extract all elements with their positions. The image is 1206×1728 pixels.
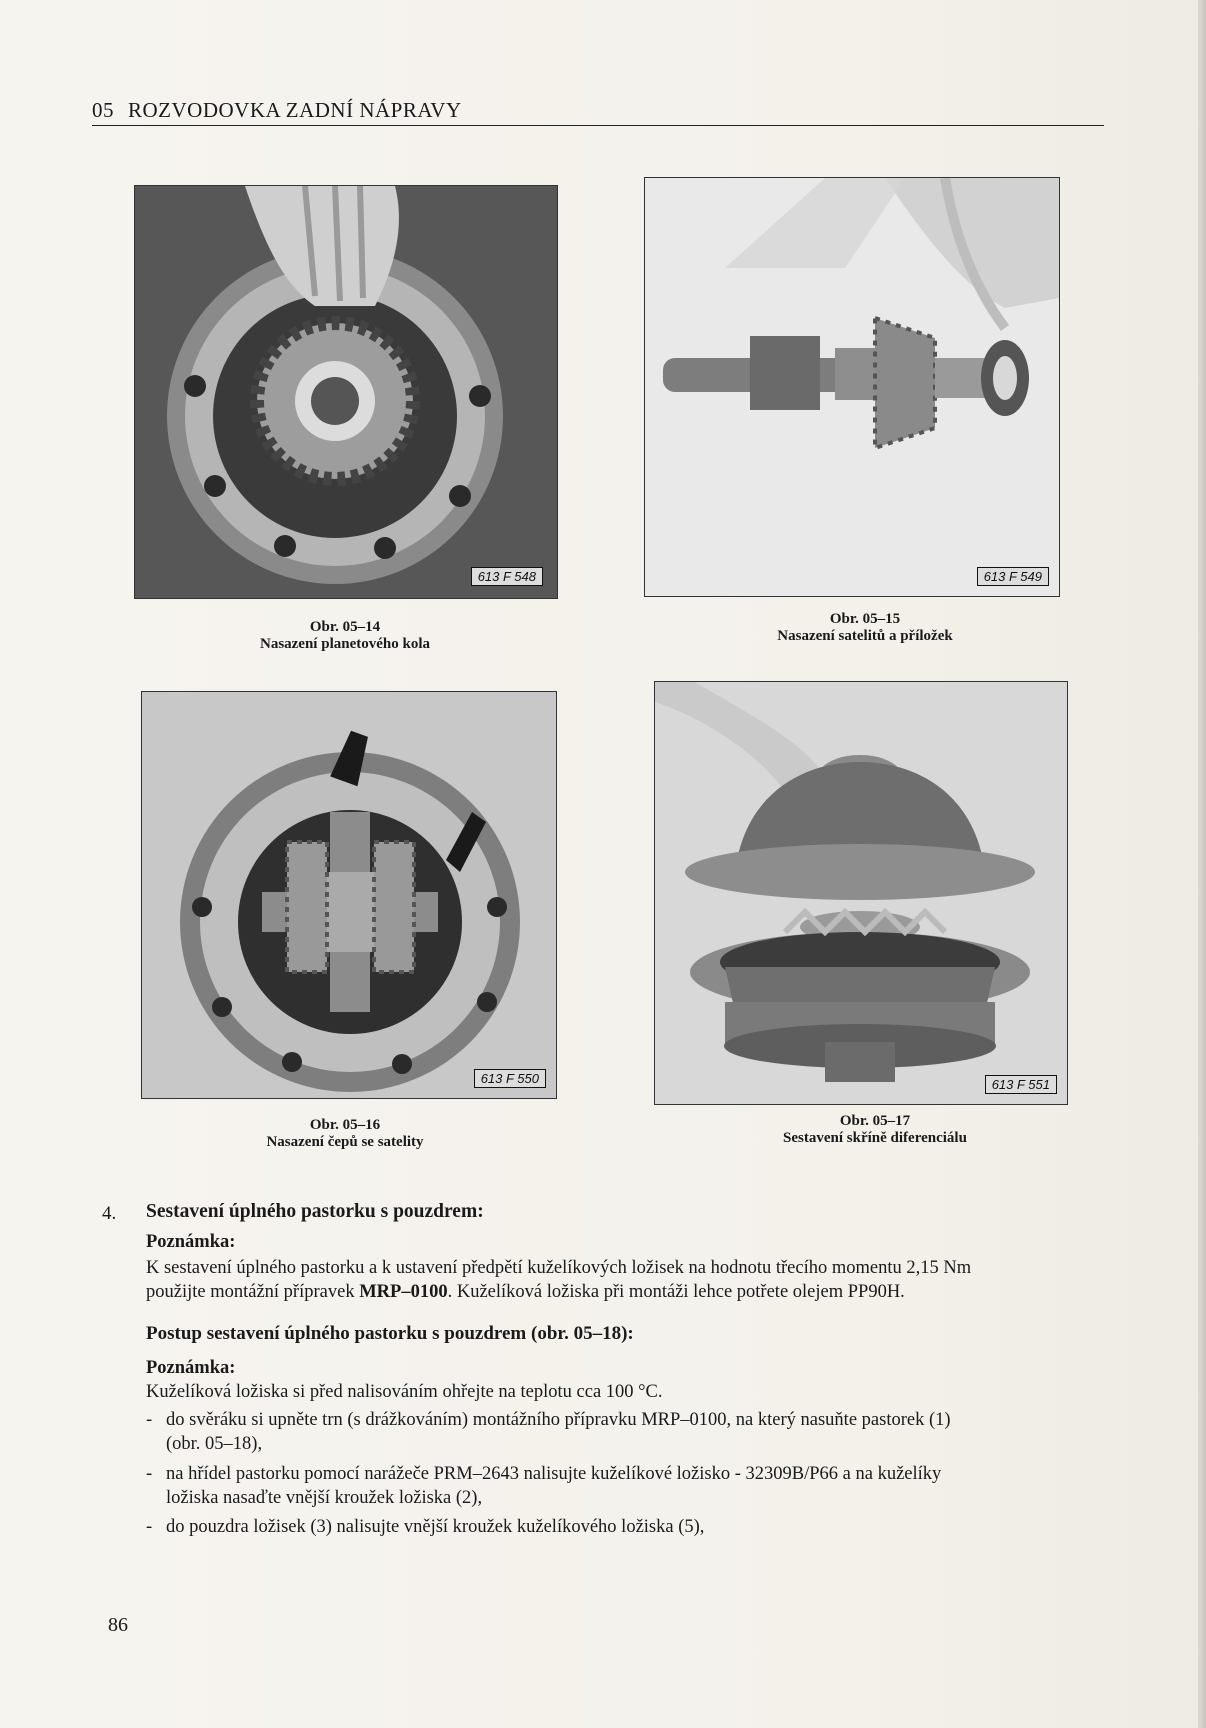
list-item-line: do pouzdra ložisek (3) nalisujte vnější kroužek kuželíkového ložiska (5), (166, 1517, 705, 1537)
figure-code-label: 613 F 550 (474, 1069, 546, 1088)
figure-photo-differential-case (654, 681, 1068, 1105)
procedure-title: Postup sestavení úplného pastorku s pouzdrem (obr. 05–18): (146, 1323, 634, 1344)
list-item (146, 1462, 1106, 1510)
figure-photo-satellite-gears (644, 177, 1060, 597)
figure-code-label: 613 F 548 (471, 567, 543, 586)
figure-photo-planet-gear (134, 185, 558, 599)
note-text-part: . Kuželíková ložiska při montáži lehce potřete olejem PP90H. (447, 1282, 905, 1302)
figure-label: Obr. 05–14 (309, 619, 381, 635)
figure-caption-text: Nasazení satelitů a příložek (777, 628, 953, 644)
figure-caption (700, 611, 1030, 645)
differential-pins-illustration (142, 692, 556, 1098)
list-item (146, 1515, 1106, 1539)
gear-shaft-illustration (645, 178, 1059, 596)
note-text-line: Kuželíková ložiska si před nalisováním ohřejte na teplotu cca 100 °C. (146, 1382, 663, 1402)
page-edge-shadow (1198, 0, 1206, 1728)
note-text-line (146, 1281, 1106, 1304)
list-item-line: do svěráku si upněte trn (s drážkováním) montážního přípravku MRP–0100, na který nasuňte pastorek (1) (166, 1410, 951, 1430)
list-item-line: (obr. 05–18), (166, 1434, 263, 1454)
differential-case-illustration (655, 682, 1067, 1104)
figure-caption (710, 1113, 1040, 1147)
figure-caption-text: Sestavení skříně diferenciálu (783, 1130, 967, 1146)
chapter-title: ROZVODOVKA ZADNÍ NÁPRAVY (128, 98, 462, 122)
differential-housing-illustration (135, 186, 557, 598)
figure-caption (180, 1117, 510, 1151)
tool-code: MRP–0100 (359, 1282, 448, 1302)
figure-caption (180, 619, 510, 653)
figure-label: Obr. 05–17 (839, 1113, 911, 1129)
list-dash: - (146, 1410, 153, 1430)
chapter-number: 05 (92, 98, 114, 122)
list-item-line: na hřídel pastorku pomocí narážeče PRM–2643 nalisujte kuželíkové ložisko - 32309B/P66 a na kuželíky (166, 1464, 942, 1484)
list-item-line: ložiska nasaďte vnější kroužek ložiska (2), (166, 1488, 483, 1508)
note-text-part: použijte montážní přípravek (146, 1282, 360, 1302)
figure-label: Obr. 05–15 (829, 611, 901, 627)
note-text-line: K sestavení úplného pastorku a k ustavení předpětí kuželíkových ložisek na hodnotu třecího momentu 2,15 Nm (146, 1258, 972, 1278)
figure-caption-text: Nasazení planetového kola (259, 636, 430, 652)
list-item (146, 1408, 1106, 1456)
figure-code-label: 613 F 551 (985, 1075, 1057, 1094)
page-number: 86 (108, 1614, 128, 1636)
chapter-header (92, 98, 1104, 126)
figure-caption-text: Nasazení čepů se satelity (266, 1134, 424, 1150)
list-dash: - (146, 1517, 153, 1537)
note-label: Poznámka: (146, 1232, 236, 1252)
figure-code-label: 613 F 549 (977, 567, 1049, 586)
section-number: 4. (102, 1203, 117, 1224)
figure-label: Obr. 05–16 (309, 1117, 381, 1133)
note-label: Poznámka: (146, 1358, 236, 1378)
figure-photo-pins-satellites (141, 691, 557, 1099)
section-title: Sestavení úplného pastorku s pouzdrem: (146, 1201, 484, 1222)
list-dash: - (146, 1464, 153, 1484)
